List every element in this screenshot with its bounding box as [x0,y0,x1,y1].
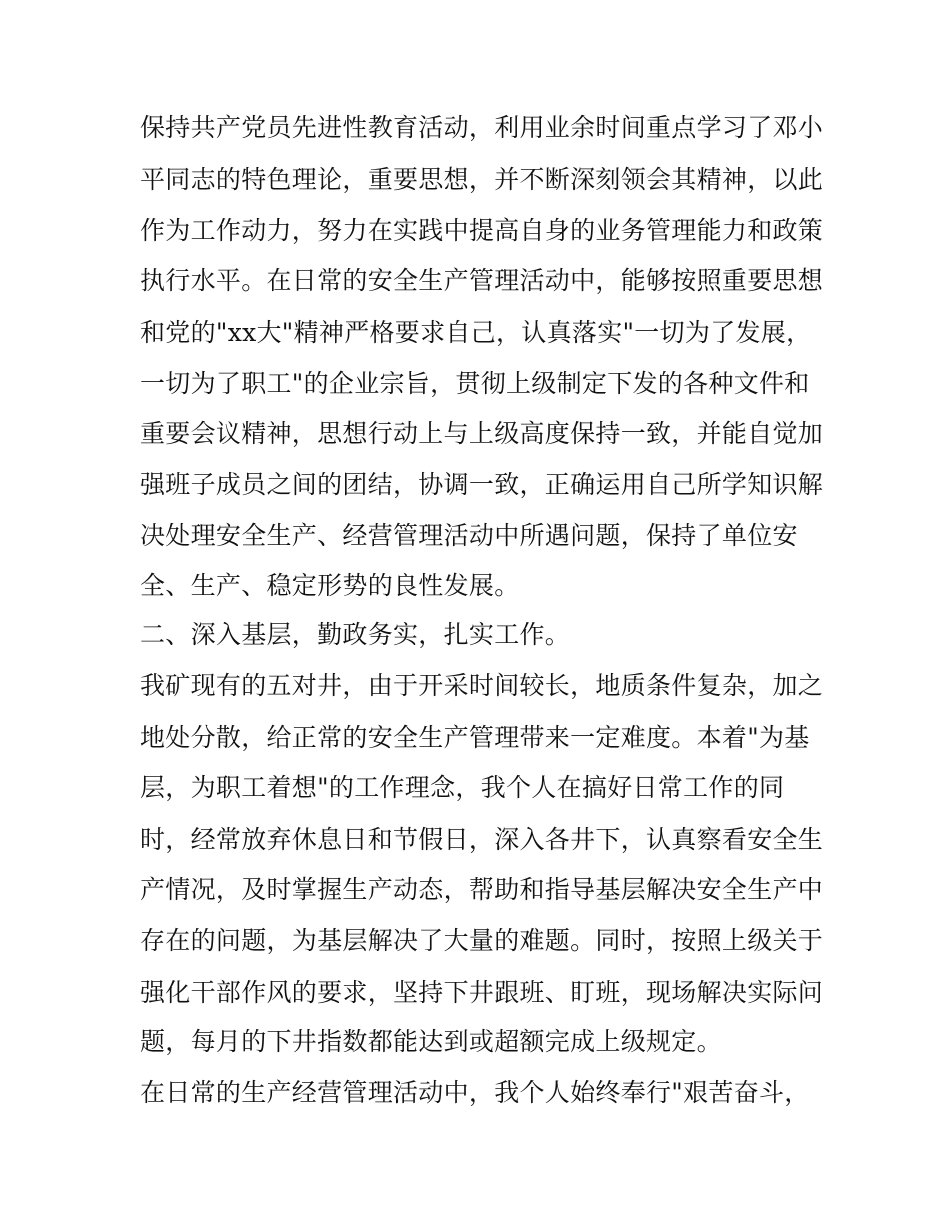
paragraph-line: 时，经常放弃休息日和节假日，深入各井下，认真察看安全生 [140,825,824,854]
paragraph-line: 强化干部作风的要求，坚持下井跟班、盯班，现场解决实际问 [140,978,824,1007]
paragraph-line: 和党的"xx大"精神严格要求自己，认真落实"一切为了发展， [140,318,812,347]
paragraph-line: 决处理安全生产、经营管理活动中所遇问题，保持了单位安 [140,521,798,550]
paragraph-line: 地处分散，给正常的安全生产管理带来一定难度。本着"为基 [140,723,810,752]
paragraph-line: 全、生产、稳定形势的良性发展。 [140,571,520,600]
paragraph-line: 存在的问题，为基层解决了大量的难题。同时，按照上级关于 [140,926,824,955]
paragraph-line: 强班子成员之间的团结，协调一致，正确运用自己所学知识解 [140,470,824,499]
paragraph-line: 作为工作动力，努力在实践中提高自身的业务管理能力和政策 [140,216,824,245]
paragraph-line: 执行水平。在日常的安全生产管理活动中，能够按照重要思想 [140,266,824,295]
paragraph-line: 平同志的特色理论，重要思想，并不断深刻领会其精神，以此 [140,165,824,194]
paragraph-line: 保持共产党员先进性教育活动，利用业余时间重点学习了邓小 [140,113,824,142]
paragraph-line: 在日常的生产经营管理活动中，我个人始终奉行"艰苦奋斗， [140,1078,810,1107]
section-heading: 二、深入基层，勤政务实，扎实工作。 [140,620,571,649]
paragraph-line: 产情况，及时掌握生产动态，帮助和指导基层解决安全生产中 [140,875,824,904]
paragraph-line: 题，每月的下井指数都能达到或超额完成上级规定。 [140,1027,722,1056]
paragraph-line: 层，为职工着想"的工作理念，我个人在搞好日常工作的同 [140,773,785,802]
paragraph-line: 一切为了职工"的企业宗旨，贯彻上级制定下发的各种文件和 [140,369,810,398]
paragraph-line: 我矿现有的五对井，由于开采时间较长，地质条件复杂，加之 [140,671,824,700]
paragraph-line: 重要会议精神，思想行动上与上级高度保持一致，并能自觉加 [140,419,824,448]
